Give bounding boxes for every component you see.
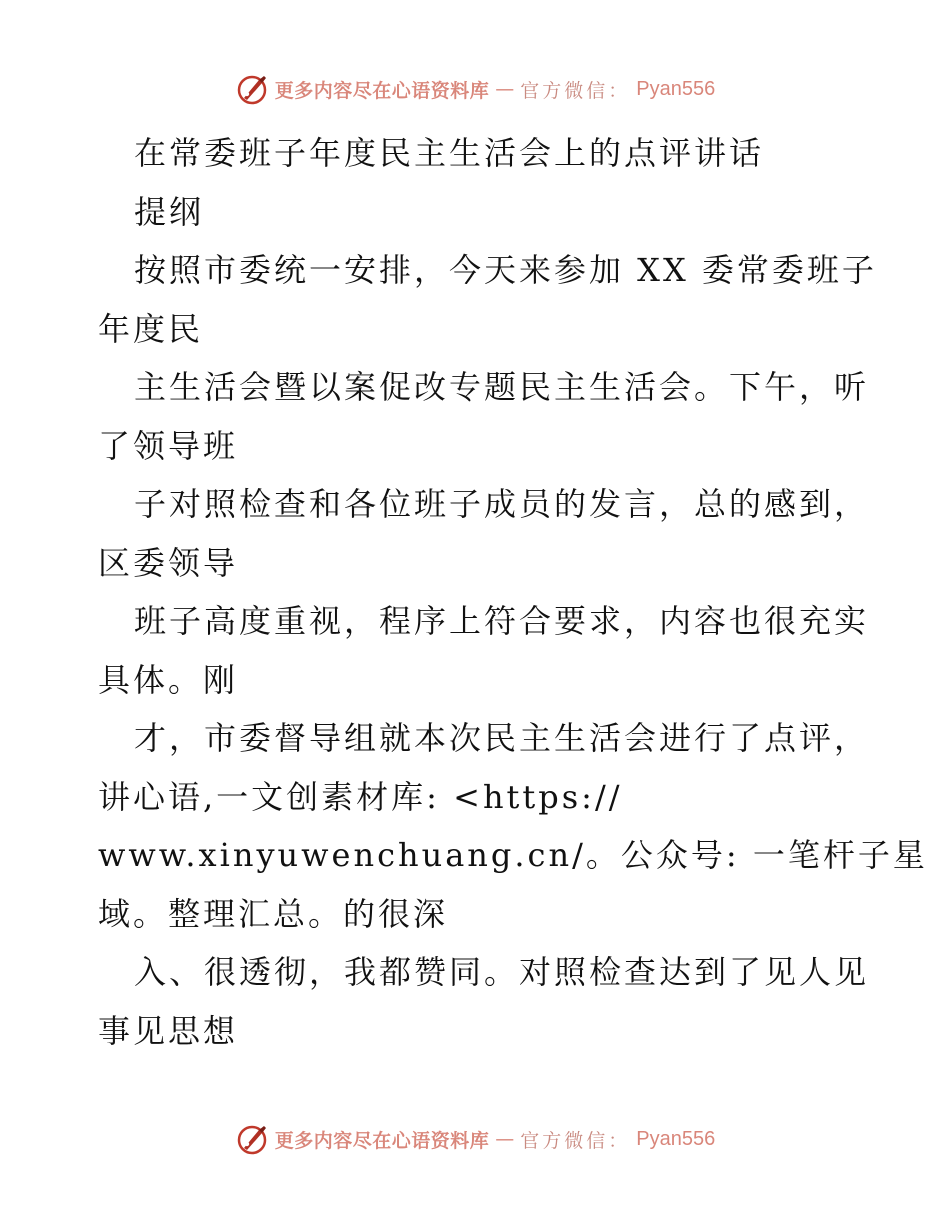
watermark-text: 更多内容尽在心语资料库	[274, 79, 490, 102]
brush-pen-logo-icon	[235, 72, 269, 106]
text-line: 主生活会暨以案促改专题民主生活会。下午，听	[134, 368, 870, 406]
footer-watermark	[0, 1122, 950, 1156]
text-line: 区委领导	[98, 543, 239, 582]
watermark-separator: —	[495, 78, 515, 100]
text-line: 入、很透彻，我都赞同。对照检查达到了见人见	[134, 953, 870, 991]
text-line: 讲心语,一文创素材库: <https://	[98, 777, 623, 816]
text-line: 才，市委督导组就本次民主生活会进行了点评，	[134, 719, 870, 757]
text-line: 提纲	[134, 192, 205, 231]
header-watermark	[0, 72, 950, 106]
text-line: 在常委班子年度民主生活会上的点评讲话	[134, 134, 765, 172]
document-body	[98, 124, 928, 1060]
wechat-id: Pyan556	[636, 77, 716, 100]
text-line: www.xinyuwenchuang.cn/。公众号: 一笔杆子星	[98, 836, 928, 874]
watermark-separator: —	[495, 1128, 515, 1150]
text-line: 事见思想	[98, 1011, 239, 1050]
text-line: 子对照检查和各位班子成员的发言，总的感到，	[134, 485, 870, 523]
wechat-label: 官方微信：	[520, 1129, 631, 1152]
text-line: 了领导班	[98, 426, 239, 465]
wechat-id: Pyan556	[636, 1127, 716, 1150]
watermark-text: 更多内容尽在心语资料库	[274, 1129, 490, 1152]
wechat-label: 官方微信：	[520, 79, 631, 102]
brush-pen-logo-icon	[235, 1122, 269, 1156]
text-line: 具体。刚	[98, 660, 239, 699]
text-line: 年度民	[98, 309, 204, 348]
text-line: 按照市委统一安排，今天来参加 XX 委常委班子	[134, 251, 877, 289]
text-line: 域。整理汇总。的很深	[98, 894, 449, 933]
text-line: 班子高度重视，程序上符合要求，内容也很充实	[134, 602, 870, 640]
